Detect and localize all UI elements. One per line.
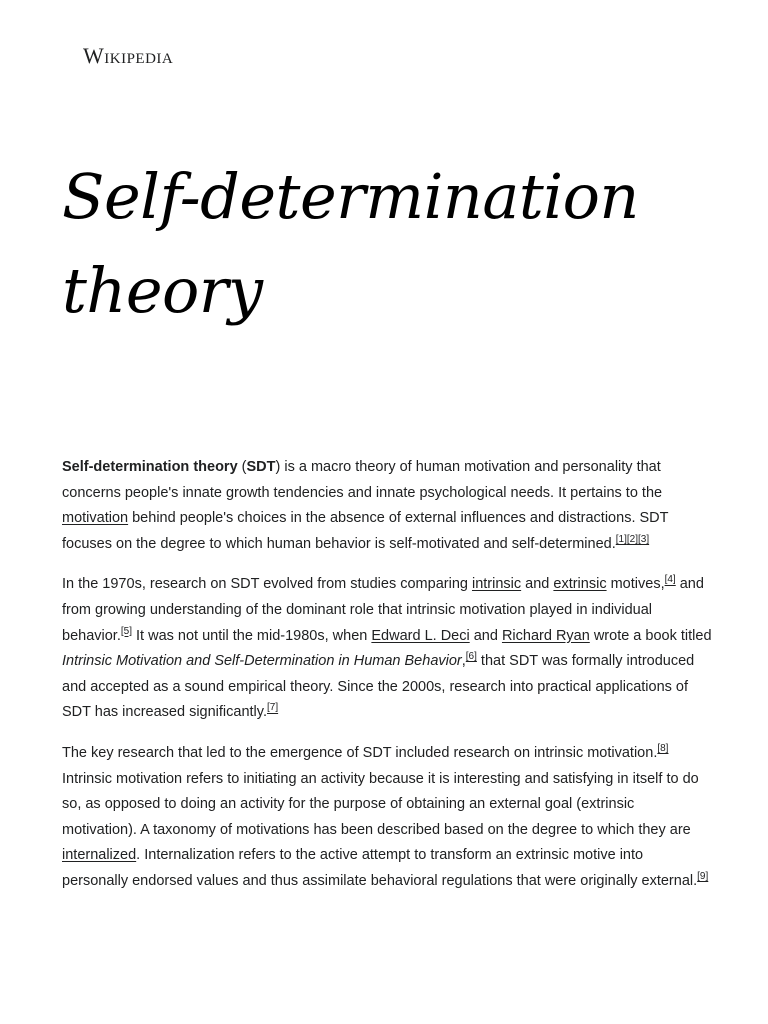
paragraph-history — [62, 572, 712, 726]
ref-7[interactable]: [7] — [266, 702, 279, 714]
article-body — [62, 455, 712, 910]
text-span: motives, — [606, 576, 665, 593]
ref-5[interactable]: [5] — [120, 625, 132, 637]
text-span: ) is a macro theory of human motivation and personality that concerns people's innate growth tendencies and innate psychological needs. It pertains to the — [62, 459, 663, 501]
text-span: and from growing understanding of the dominant role that intrinsic motivation played in individual behavior. — [62, 576, 704, 644]
link-richard-ryan[interactable]: Richard Ryan — [501, 627, 590, 644]
link-internalized[interactable]: internalized — [62, 847, 137, 864]
paragraph-key-research — [62, 741, 712, 895]
bold-term: Self-determination theory — [62, 459, 238, 475]
text-span: The key research that led to the emergence of SDT included research on intrinsic motivation. — [62, 744, 658, 761]
text-span: behind people's choices in the absence of external influences and distractions. SDT focuses on the degree to which human behavior is self-motivated and self-determined. — [62, 510, 669, 552]
text-span: ( — [237, 459, 247, 475]
link-extrinsic[interactable]: extrinsic — [553, 576, 607, 593]
text-span: , — [461, 653, 466, 670]
ref-3[interactable]: [3] — [637, 533, 650, 545]
text-span: Intrinsic motivation refers to initiating an activity because it is interesting and satisfying in itself to do so, as opposed to doing an activity for the purpose of obtaining an external goal (extrinsic motivation). A taxonomy of motivations has been described based on the degree to which they are — [62, 770, 699, 838]
link-edward-deci[interactable]: Edward L. Deci — [371, 627, 470, 644]
wikipedia-wordmark[interactable]: Wikipedia — [83, 43, 174, 68]
text-span: and — [469, 627, 502, 644]
ref-6[interactable]: [6] — [465, 651, 477, 663]
text-span: It was not until the mid-1980s, when — [131, 627, 372, 644]
ref-8[interactable]: [8] — [657, 743, 669, 755]
book-title: Intrinsic Motivation and Self-Determination in Human Behavior — [62, 653, 462, 670]
ref-9[interactable]: [9] — [697, 871, 709, 883]
text-span: . Internalization refers to the active attempt to transform an extrinsic motive into personally endorsed values and thus assimilate behavioral regulations that were originally external. — [62, 847, 698, 889]
paragraph-intro — [62, 455, 712, 557]
ref-1[interactable]: [1] — [615, 533, 627, 545]
ref-2[interactable]: [2] — [626, 533, 638, 545]
text-span: that SDT was formally introduced and accepted as a sound empirical theory. Since the 2000s, research into practical applications of SDT has increased significantly. — [62, 653, 695, 721]
text-span: and — [521, 576, 554, 593]
page-title: Self-determination theory — [62, 160, 639, 327]
text-span: In the 1970s, research on SDT evolved from studies comparing — [62, 576, 472, 593]
link-intrinsic[interactable]: intrinsic — [471, 576, 522, 593]
bold-abbr: SDT — [246, 459, 276, 475]
text-span: wrote a book titled — [589, 627, 712, 644]
ref-4[interactable]: [4] — [664, 574, 676, 586]
link-motivation[interactable]: motivation — [62, 510, 129, 527]
